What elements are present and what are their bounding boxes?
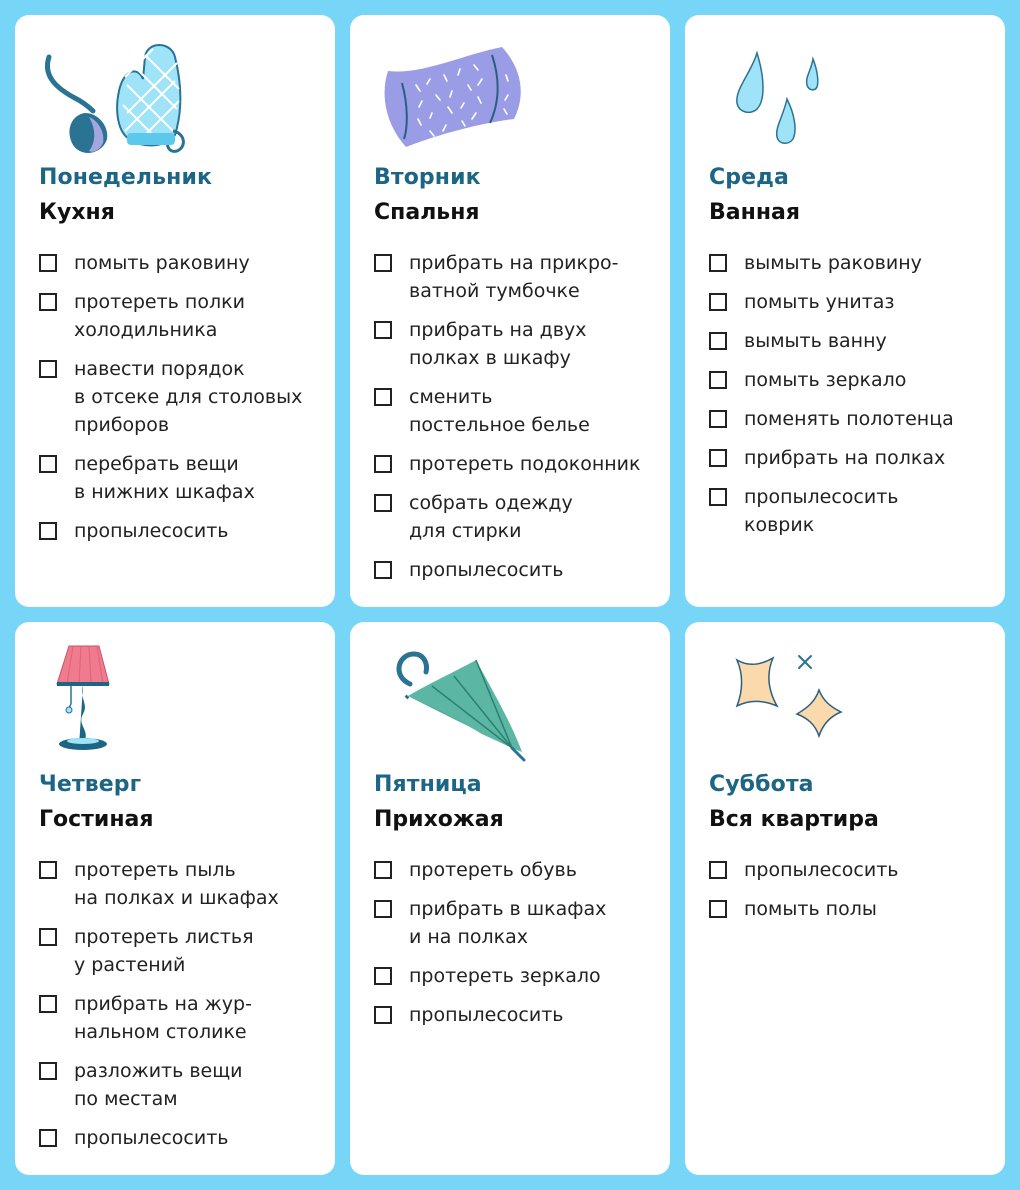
- task-label: прибрать на двух полках в шкафу: [409, 319, 587, 369]
- day-title: Четверг: [39, 772, 142, 797]
- checkbox[interactable]: [709, 371, 727, 389]
- checkbox[interactable]: [374, 494, 392, 512]
- task-item[interactable]: [374, 249, 660, 305]
- checkbox[interactable]: [374, 254, 392, 272]
- task-label: пропылесосить коврик: [744, 486, 899, 536]
- checkbox[interactable]: [709, 449, 727, 467]
- task-label: протереть листья у растений: [74, 926, 254, 976]
- room-title: Кухня: [39, 200, 115, 225]
- task-item[interactable]: [374, 962, 660, 990]
- pillow-icon: [372, 35, 542, 165]
- task-item[interactable]: [709, 327, 995, 355]
- day-card-monday: [15, 15, 335, 607]
- table-lamp-icon: [37, 642, 207, 772]
- sparkles-icon: [707, 642, 877, 772]
- task-item[interactable]: [39, 856, 325, 912]
- task-label: навести порядок в отсеке для столовых приборов: [74, 358, 303, 436]
- checkbox[interactable]: [39, 455, 57, 473]
- task-list: [709, 856, 995, 934]
- kitchen-mitt-ladle-icon: [37, 35, 207, 165]
- task-list: [39, 249, 325, 556]
- task-item[interactable]: [39, 249, 325, 277]
- task-label: пропылесосить: [74, 520, 229, 542]
- task-item[interactable]: [709, 405, 995, 433]
- task-item[interactable]: [374, 556, 660, 584]
- day-card-thursday: [15, 622, 335, 1175]
- task-label: прибрать на полках: [744, 447, 946, 469]
- checkbox[interactable]: [39, 522, 57, 540]
- task-item[interactable]: [709, 895, 995, 923]
- task-item[interactable]: [39, 517, 325, 545]
- checkbox[interactable]: [709, 293, 727, 311]
- task-label: перебрать вещи в нижних шкафах: [74, 453, 255, 503]
- checkbox[interactable]: [374, 561, 392, 579]
- checkbox[interactable]: [374, 321, 392, 339]
- checkbox[interactable]: [374, 861, 392, 879]
- task-label: прибрать на жур- нальном столике: [74, 993, 252, 1043]
- task-label: пропылесосить: [744, 859, 899, 881]
- day-title: Среда: [709, 165, 789, 190]
- task-label: протереть пыль на полках и шкафах: [74, 859, 279, 909]
- task-item[interactable]: [709, 366, 995, 394]
- task-label: протереть подоконник: [409, 453, 641, 475]
- checkbox[interactable]: [39, 928, 57, 946]
- checkbox[interactable]: [374, 900, 392, 918]
- task-label: протереть зеркало: [409, 965, 601, 987]
- task-item[interactable]: [709, 288, 995, 316]
- room-title: Вся квартира: [709, 807, 879, 832]
- checkbox[interactable]: [709, 410, 727, 428]
- task-label: вымыть раковину: [744, 252, 922, 274]
- task-item[interactable]: [374, 856, 660, 884]
- checkbox[interactable]: [39, 293, 57, 311]
- task-item[interactable]: [374, 383, 660, 439]
- day-title: Пятница: [374, 772, 482, 797]
- task-item[interactable]: [374, 450, 660, 478]
- checkbox[interactable]: [39, 1062, 57, 1080]
- task-label: сменить постельное белье: [409, 386, 590, 436]
- task-label: помыть раковину: [74, 252, 250, 274]
- task-item[interactable]: [709, 444, 995, 472]
- task-item[interactable]: [39, 355, 325, 439]
- day-title: Суббота: [709, 772, 814, 797]
- checkbox[interactable]: [39, 861, 57, 879]
- task-label: протереть полки холодильника: [74, 291, 245, 341]
- water-drops-icon: [707, 35, 877, 165]
- checkbox[interactable]: [374, 1006, 392, 1024]
- day-title: Вторник: [374, 165, 481, 190]
- checkbox[interactable]: [709, 861, 727, 879]
- checkbox[interactable]: [39, 1129, 57, 1147]
- task-label: вымыть ванну: [744, 330, 887, 352]
- checkbox[interactable]: [39, 360, 57, 378]
- task-label: протереть обувь: [409, 859, 577, 881]
- checkbox[interactable]: [709, 488, 727, 506]
- day-title: Понедельник: [39, 165, 213, 190]
- task-label: разложить вещи по местам: [74, 1060, 243, 1110]
- umbrella-icon: [372, 642, 542, 772]
- task-label: прибрать на прикро- ватной тумбочке: [409, 252, 619, 302]
- task-list: [39, 856, 325, 1163]
- checkbox[interactable]: [39, 995, 57, 1013]
- day-card-saturday: [685, 622, 1005, 1175]
- checkbox[interactable]: [374, 388, 392, 406]
- task-item[interactable]: [39, 1057, 325, 1113]
- task-item[interactable]: [39, 990, 325, 1046]
- checkbox[interactable]: [374, 967, 392, 985]
- checkbox[interactable]: [709, 332, 727, 350]
- task-item[interactable]: [374, 895, 660, 951]
- day-card-wednesday: [685, 15, 1005, 607]
- task-label: поменять полотенца: [744, 408, 954, 430]
- task-list: [374, 856, 660, 1040]
- task-item[interactable]: [374, 316, 660, 372]
- task-list: [374, 249, 660, 595]
- task-item[interactable]: [39, 450, 325, 506]
- task-label: помыть полы: [744, 898, 877, 920]
- task-label: пропылесосить: [409, 1004, 564, 1026]
- room-title: Ванная: [709, 200, 800, 225]
- room-title: Спальня: [374, 200, 480, 225]
- task-item[interactable]: [709, 249, 995, 277]
- task-item[interactable]: [39, 923, 325, 979]
- task-list: [709, 249, 995, 550]
- day-card-tuesday: [350, 15, 670, 607]
- task-item[interactable]: [374, 1001, 660, 1029]
- task-item[interactable]: [709, 856, 995, 884]
- task-label: прибрать в шкафах и на полках: [409, 898, 607, 948]
- task-label: помыть зеркало: [744, 369, 907, 391]
- checkbox[interactable]: [39, 254, 57, 272]
- task-item[interactable]: [39, 288, 325, 344]
- checkbox[interactable]: [709, 254, 727, 272]
- task-item[interactable]: [709, 483, 995, 539]
- checkbox[interactable]: [374, 455, 392, 473]
- task-label: пропылесосить: [74, 1127, 229, 1149]
- checkbox[interactable]: [709, 900, 727, 918]
- day-card-friday: [350, 622, 670, 1175]
- task-label: собрать одежду для стирки: [409, 492, 573, 542]
- room-title: Прихожая: [374, 807, 504, 832]
- task-item[interactable]: [39, 1124, 325, 1152]
- task-item[interactable]: [374, 489, 660, 545]
- task-label: помыть унитаз: [744, 291, 895, 313]
- task-label: пропылесосить: [409, 559, 564, 581]
- room-title: Гостиная: [39, 807, 154, 832]
